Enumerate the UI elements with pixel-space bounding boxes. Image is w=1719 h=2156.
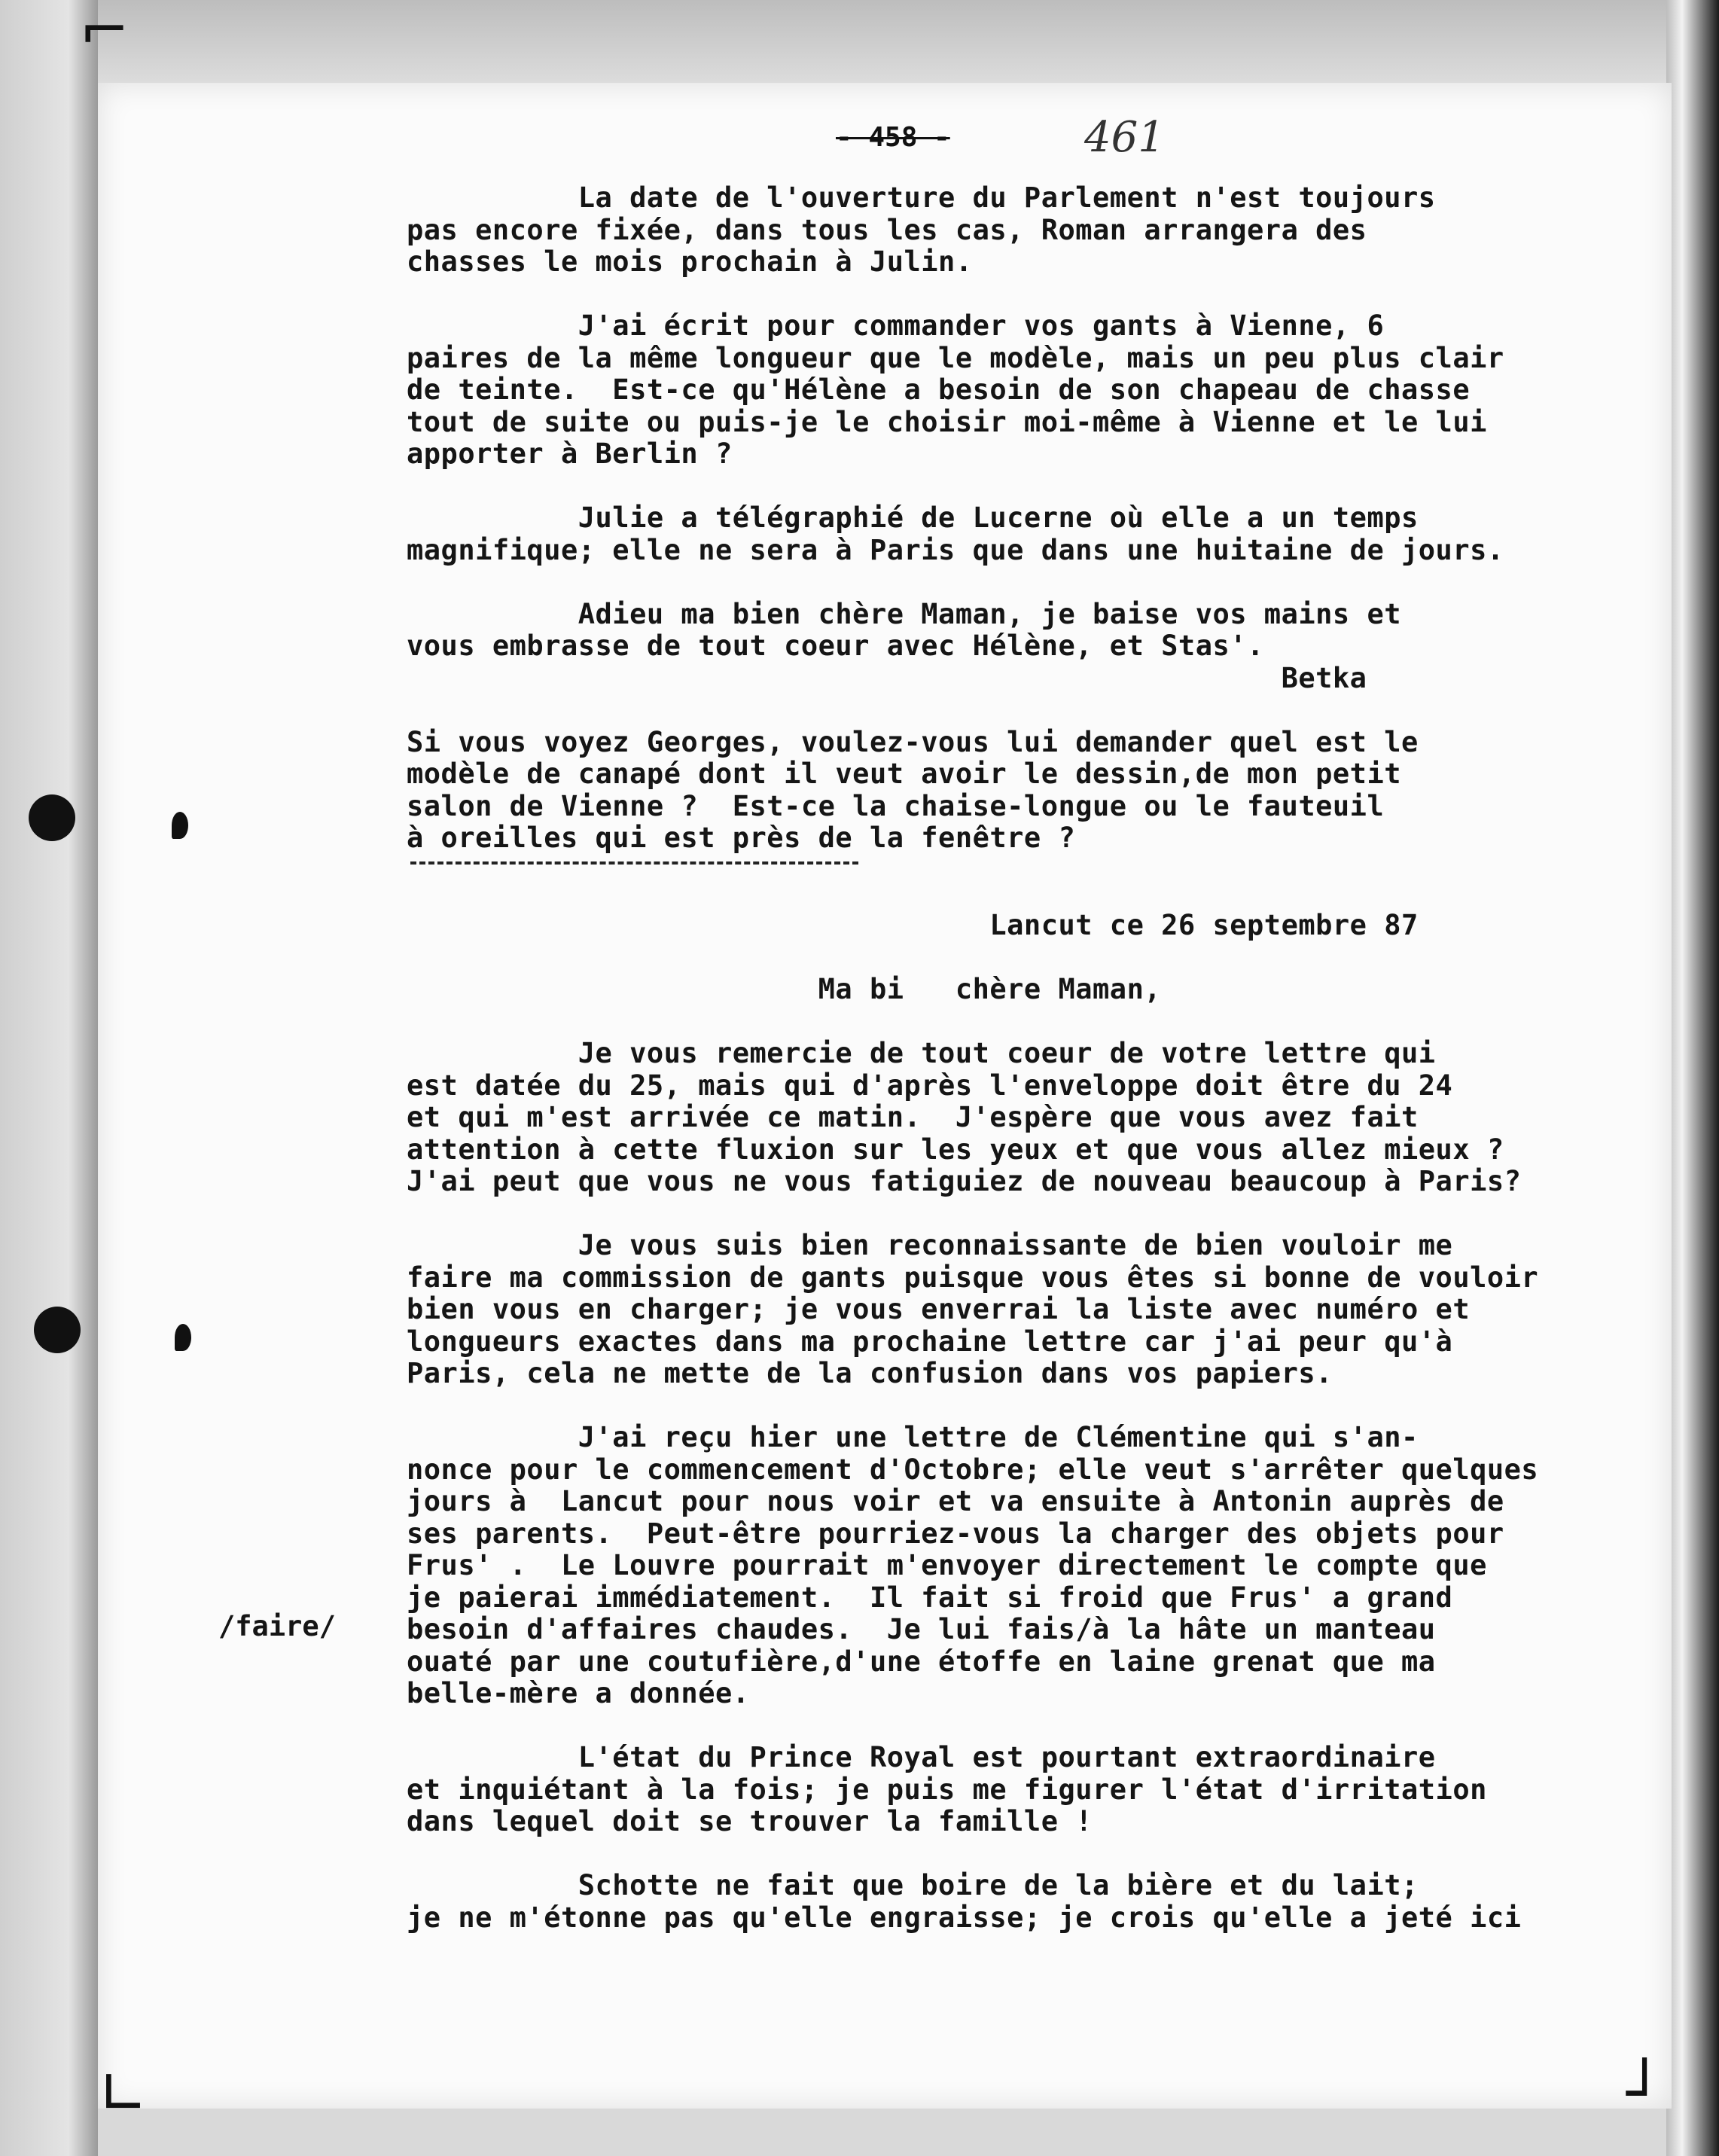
letter-two-body — [407, 910, 1672, 1934]
text-line — [407, 279, 1672, 311]
corner-mark-bottom-left: ∟ — [98, 2058, 149, 2128]
text-line: Frus' . Le Louvre pourrait m'envoyer directement le compte que — [407, 1549, 1487, 1581]
text-line: Julie a télégraphié de Lucerne où elle a un temps — [407, 502, 1419, 534]
text-line: est datée du 25, mais qui d'après l'enveloppe doit être du 24 — [407, 1069, 1453, 1102]
punch-mark-lower — [175, 1324, 191, 1351]
text-line — [407, 1710, 1672, 1743]
corner-mark-bottom-right: ┘ — [1626, 2058, 1663, 2128]
text-line: Je vous suis bien reconnaissante de bien vouloir me — [407, 1229, 1453, 1261]
text-line: Betka — [407, 661, 1367, 694]
letter-one-body — [407, 182, 1672, 855]
text-line — [407, 1390, 1672, 1423]
text-line: je paierai immédiatement. Il fait si froid que Frus' a grand — [407, 1581, 1453, 1614]
text-line — [407, 566, 1672, 599]
scan-right-edge — [1666, 0, 1719, 2156]
section-divider — [410, 861, 858, 865]
text-line: Schotte ne fait que boire de la bière et du lait; — [407, 1869, 1419, 1901]
text-line: je ne m'étonne pas qu'elle engraisse; je crois qu'elle a jeté ici — [407, 1901, 1522, 1934]
text-line: salon de Vienne ? Est-ce la chaise-longue ou le fauteuil — [407, 789, 1385, 822]
text-line — [407, 694, 1672, 727]
text-line: ouaté par une coutufière,d'une étoffe en laine grenat que ma — [407, 1645, 1436, 1678]
text-line: dans lequel doit se trouver la famille ! — [407, 1805, 1093, 1837]
text-line — [407, 471, 1672, 503]
text-line — [407, 1198, 1672, 1230]
text-line: Je vous remercie de tout coeur de votre lettre qui — [407, 1037, 1436, 1069]
text-line: paires de la même longueur que le modèle, mais un peu plus clair — [407, 341, 1504, 374]
text-line: jours à Lancut pour nous voir et va ensuite à Antonin auprès de — [407, 1485, 1504, 1517]
text-line: tout de suite ou puis-je le choisir moi-même à Vienne et le lui — [407, 405, 1487, 438]
text-line: apporter à Berlin ? — [407, 438, 733, 470]
text-line: J'ai peut que vous ne vous fatiguiez de nouveau beaucoup à Paris? — [407, 1165, 1522, 1197]
text-line: et qui m'est arrivée ce matin. J'espère que vous avez fait — [407, 1101, 1419, 1133]
text-line: pas encore fixée, dans tous les cas, Roman arrangera des — [407, 213, 1367, 246]
text-line: Lancut ce 26 septembre 87 — [407, 909, 1419, 941]
margin-annotation: /faire/ — [218, 1610, 336, 1642]
text-line: attention à cette fluxion sur les yeux et que vous allez mieux ? — [407, 1133, 1504, 1166]
text-line — [407, 1006, 1672, 1038]
text-line: ses parents. Peut-être pourriez-vous la charger des objets pour — [407, 1517, 1504, 1550]
text-line: vous embrasse de tout coeur avec Hélène, et Stas'. — [407, 630, 1264, 662]
text-line: Adieu ma bien chère Maman, je baise vos mains et — [407, 597, 1402, 630]
text-line: Paris, cela ne mette de la confusion dans vos papiers. — [407, 1357, 1333, 1389]
scan-top-edge — [0, 0, 1719, 83]
text-line: J'ai écrit pour commander vos gants à Vienne, 6 — [407, 310, 1385, 342]
punch-mark-upper — [172, 812, 188, 839]
text-line: L'état du Prince Royal est pourtant extraordinaire — [407, 1741, 1436, 1773]
text-line: La date de l'ouverture du Parlement n'est toujours — [407, 181, 1436, 214]
text-line: belle-mère a donnée. — [407, 1677, 750, 1709]
text-line: bien vous en charger; je vous enverrai la liste avec numéro et — [407, 1293, 1471, 1325]
scan-left-edge — [0, 0, 98, 2156]
text-line: longueurs exactes dans ma prochaine lettre car j'ai peur qu'à — [407, 1325, 1453, 1358]
text-line: de teinte. Est-ce qu'Hélène a besoin de son chapeau de chasse — [407, 374, 1471, 406]
text-line: Ma bi chère Maman, — [407, 973, 1162, 1005]
punch-hole-lower — [34, 1307, 81, 1353]
handwritten-page-number: 461 — [1084, 113, 1165, 162]
page-number: - 458 - — [836, 122, 950, 153]
text-line: nonce pour le commencement d'Octobre; elle veut s'arrêter quelques — [407, 1453, 1539, 1486]
text-line: besoin d'affaires chaudes. Je lui fais/à la hâte un manteau — [407, 1613, 1436, 1645]
text-line: Si vous voyez Georges, voulez-vous lui demander quel est le — [407, 725, 1419, 758]
punch-hole-upper — [29, 794, 75, 841]
text-line: magnifique; elle ne sera à Paris que dans une huitaine de jours. — [407, 533, 1504, 566]
text-line: et inquiétant à la fois; je puis me figurer l'état d'irritation — [407, 1773, 1487, 1806]
text-line: modèle de canapé dont il veut avoir le dessin,de mon petit — [407, 758, 1402, 790]
text-line — [407, 942, 1672, 974]
text-line: J'ai reçu hier une lettre de Clémentine qui s'an- — [407, 1421, 1419, 1453]
corner-mark-top-left: ⌐ — [79, 0, 130, 65]
text-line — [407, 1838, 1672, 1871]
text-line: chasses le mois prochain à Julin. — [407, 245, 973, 278]
text-line: faire ma commission de gants puisque vous êtes si bonne de vouloir — [407, 1261, 1539, 1294]
text-line: à oreilles qui est près de la fenêtre ? — [407, 822, 1076, 854]
